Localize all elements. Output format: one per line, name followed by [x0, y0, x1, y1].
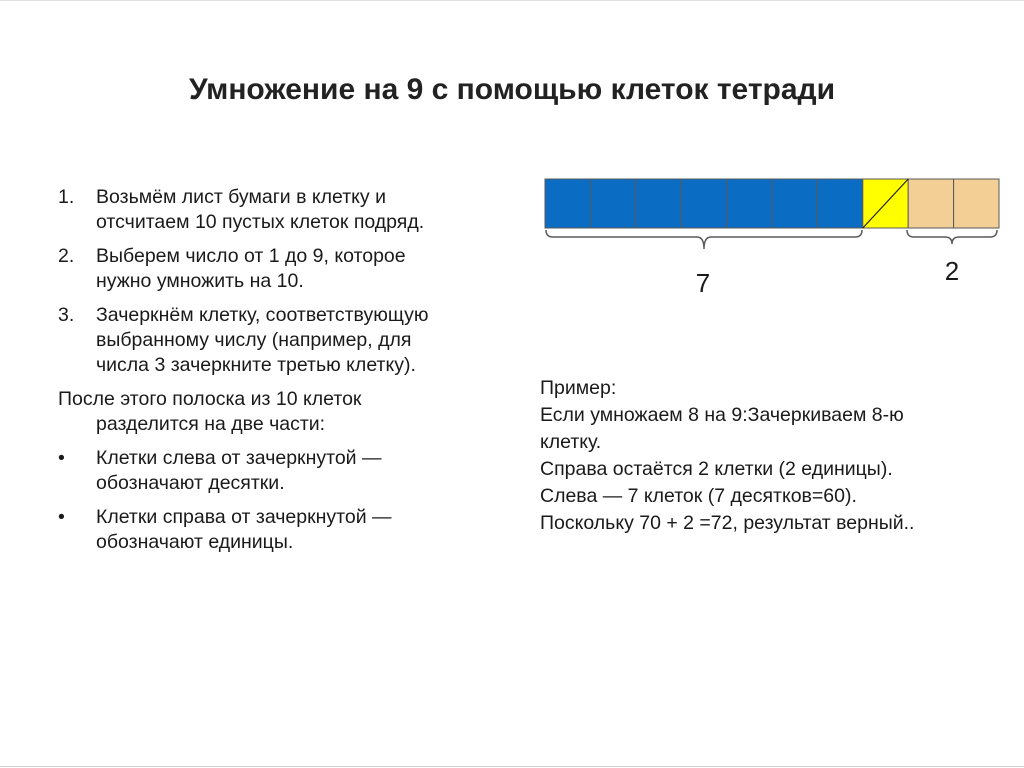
- tens-count-label: 7: [695, 268, 711, 298]
- units-count-label: 2: [944, 256, 960, 286]
- line: Клетки справа от зачеркнутой —: [96, 506, 392, 528]
- line: После этого полоска из 10 клеток: [58, 388, 362, 410]
- example-line: Слева — 7 клеток (7 десятков=60).: [540, 485, 857, 507]
- example-line: Справа остаётся 2 клетки (2 единицы).: [540, 458, 893, 480]
- right-brace: [907, 230, 997, 244]
- bullet-marker: •: [58, 506, 65, 528]
- cell-4: [681, 179, 726, 228]
- cell-9: [908, 179, 953, 228]
- line: Возьмём лист бумаги в клетку и: [96, 186, 386, 208]
- cell-10: [954, 179, 999, 228]
- slide-title: Умножение на 9 с помощью клеток тетради: [188, 73, 836, 106]
- cell-6: [772, 179, 817, 228]
- cell-1: [545, 179, 590, 228]
- line: числа 3 зачеркните третью клетку).: [96, 354, 416, 376]
- example-line: Поскольку 70 + 2 =72, результат верный..: [540, 512, 915, 534]
- cell-2: [590, 179, 635, 228]
- cell-strip: [545, 179, 999, 228]
- line: выбранному числу (например, для: [96, 329, 412, 351]
- example-block: [540, 375, 1010, 537]
- example-line: Если умножаем 8 на 9:Зачеркиваем 8-ю: [540, 404, 904, 426]
- list-marker: 2.: [58, 245, 75, 267]
- list-marker: 1.: [58, 186, 75, 208]
- example-line: Пример:: [540, 377, 617, 399]
- line: Клетки слева от зачеркнутой —: [96, 447, 382, 469]
- example-line: клетку.: [540, 431, 602, 453]
- line: обозначают единицы.: [96, 531, 294, 553]
- line: обозначают десятки.: [96, 472, 285, 494]
- line: нужно умножить на 10.: [96, 270, 304, 292]
- line: разделится на две части:: [96, 413, 326, 435]
- line: Выберем число от 1 до 9, которое: [96, 245, 406, 267]
- cell-3: [636, 179, 681, 228]
- line: отсчитаем 10 пустых клеток подряд.: [96, 211, 425, 233]
- bullet-marker: •: [58, 447, 65, 469]
- line: Зачеркнём клетку, соответствующую: [96, 304, 429, 326]
- cell-7: [817, 179, 862, 228]
- list-marker: 3.: [58, 304, 75, 326]
- left-brace: [546, 230, 862, 249]
- cell-5: [727, 179, 772, 228]
